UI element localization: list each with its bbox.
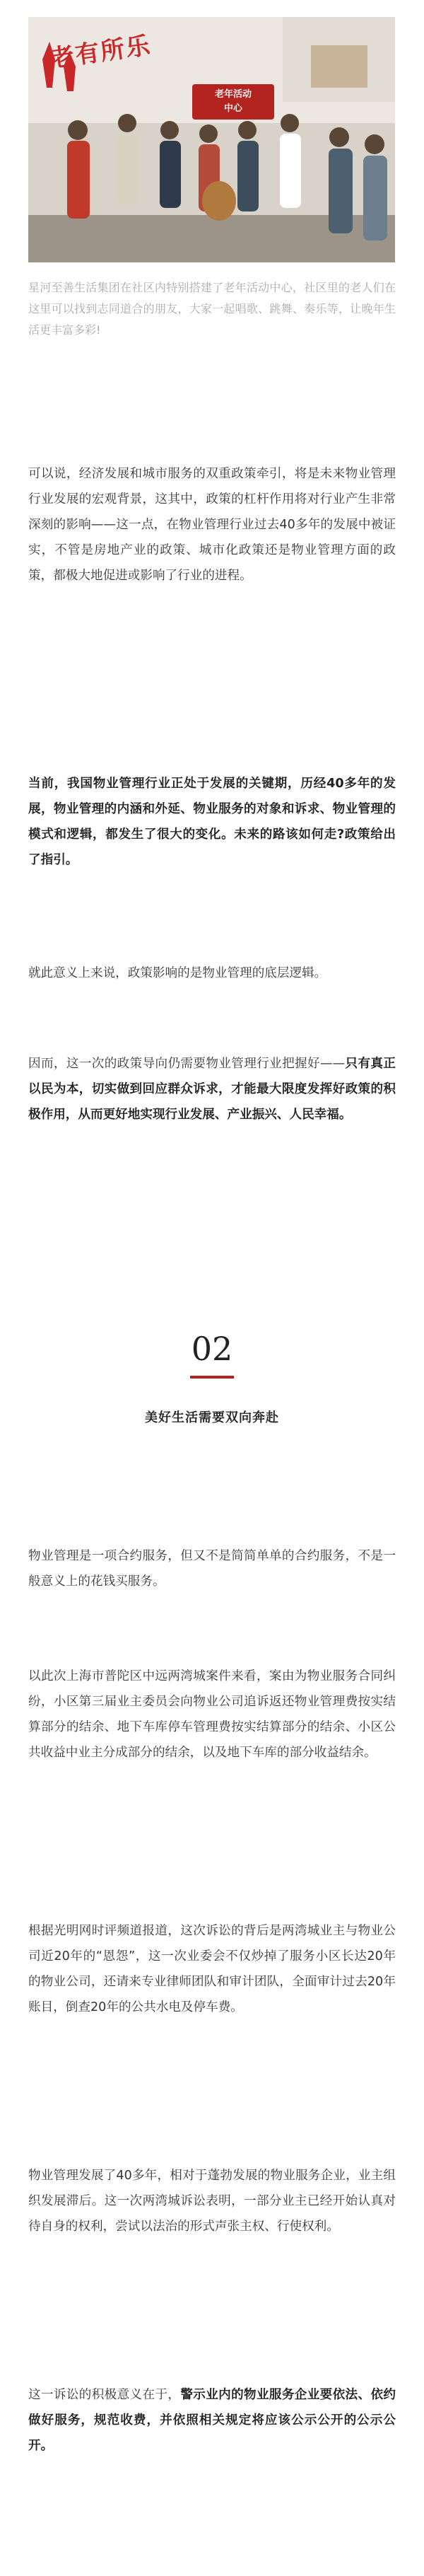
paragraph-case-summary: 以此次上海市普陀区中远两湾城案件来看，案由为物业服务合同纠纷，小区第三届业主委员会向物业公司追诉返还物业管理费按实结算部分的结余、地下车库停车管理费按实结算部分的结余、小区公共收益中业主分成部分的结余，以及地下车库的部分收益结余。 <box>28 1669 396 1760</box>
section-divider <box>190 1376 234 1379</box>
paragraph-positive-significance-plain: 这一诉讼的积极意义在于， <box>28 2388 181 2402</box>
paragraph-people-first-bold: 只有真正以民为本，切实做到回应群众诉求，才能最大限度发挥好政策的积极作用，从而更好地实现行业发展、产业振兴、人民幸福。 <box>28 1057 396 1122</box>
paragraph-policy-lever: 可以说，经济发展和城市服务的双重政策牵引，将是未来物业管理行业发展的宏观背景，这其中，政策的杠杆作用将对行业产生非常深刻的影响——这一点，在物业管理行业过去40多年的发展中被证实，不管是房地产业的政策、城市化政策还是物业管理方面的政策，都极大地促进或影响了行业的进程。 <box>28 467 396 583</box>
photo-caption: 星河至善生活集团在社区内特别搭建了老年活动中心，社区里的老人们在这里可以找到志同道合的朋友，大家一起唱歌、跳舞、奏乐等，让晚年生活更丰富多彩! <box>28 281 396 337</box>
paragraph-contract-service: 物业管理是一项合约服务，但又不是简简单单的合约服务，不是一般意义上的花钱买服务。 <box>28 1549 396 1589</box>
photo-sign-line2: 中心 <box>223 103 242 114</box>
article-photo <box>28 17 395 262</box>
paragraph-positive-significance <box>28 2382 396 2459</box>
paragraph-positive-significance-bold: 警示业内的物业服务企业要依法、依约做好服务，规范收费，并依照相关规定将应该公示公开的公示公开。 <box>28 2388 396 2453</box>
paragraph-people-first <box>28 1051 396 1127</box>
paragraph-underlying-logic: 就此意义上来说，政策影响的是物业管理的底层逻辑。 <box>28 966 327 980</box>
section-title: 美好生活需要双向奔赴 <box>145 1410 279 1425</box>
photo-sign-line1: 老年活动 <box>214 89 252 100</box>
paragraph-owner-rights: 物业管理发展了40多年，相对于蓬勃发展的物业服务企业，业主组织发展滞后。这一次两湾城诉讼表明，一部分业主已经开始认真对待自身的权利，尝试以法治的形式声张主权、行使权利。 <box>28 2169 396 2234</box>
paragraph-lawsuit-background: 根据光明网时评频道报道，这次诉讼的背后是两湾城业主与物业公司近20年的“恩怨”，这一次业委会不仅炒掉了服务小区长达20年的物业公司，还请来专业律师团队和审计团队，全面审计过去20年账目，倒查20年的公共水电及停车费。 <box>28 1924 396 2014</box>
photo-sign <box>192 84 274 120</box>
section-number: 02 <box>191 1330 233 1368</box>
paragraph-people-first-plain: 因而，这一次的政策导向仍需要物业管理行业把握好—— <box>28 1057 346 1071</box>
paragraph-key-period: 当前，我国物业管理行业正处于发展的关键期，历经40多年的发展，物业管理的内涵和外延、物业服务的对象和诉求、物业管理的模式和逻辑，都发生了很大的变化。未来的路该如何走?政策给出了指引。 <box>28 777 396 867</box>
photo-banner-text: 老有所乐 <box>48 31 153 74</box>
